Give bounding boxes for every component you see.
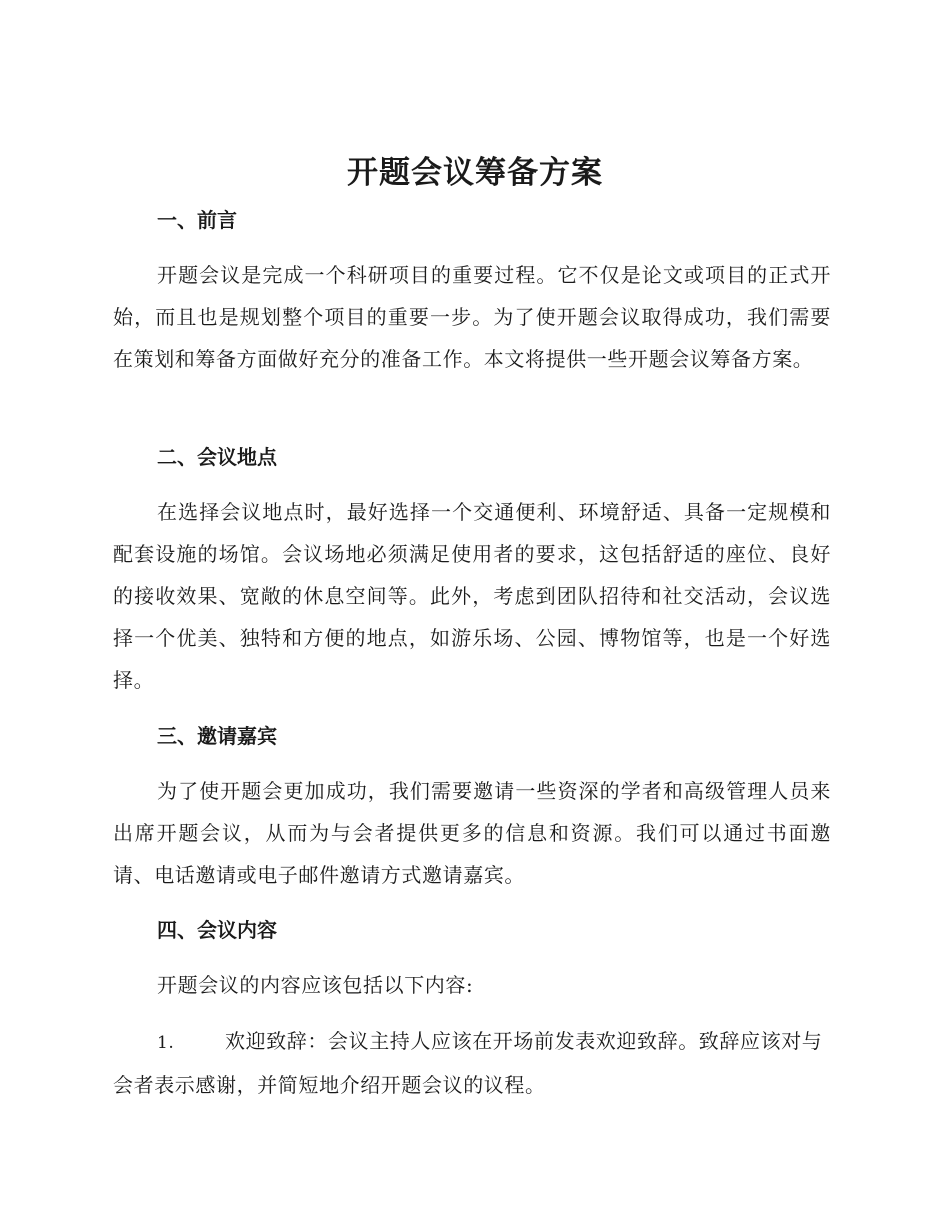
- list-item: [113, 1020, 831, 1106]
- section-heading-guests: 三、邀请嘉宾: [157, 724, 277, 748]
- section-heading-preface: 一、前言: [157, 208, 237, 232]
- paragraph-content-intro: 开题会议的内容应该包括以下内容:: [157, 973, 474, 997]
- paragraph-guests: 为了使开题会更加成功，我们需要邀请一些资深的学者和高级管理人员来出席开题会议，从而为与会者提供更多的信息和资源。我们可以通过书面邀请、电话邀请或电子邮件邀请方式邀请嘉宾。: [113, 779, 831, 887]
- list-item-number: 1.: [157, 1033, 175, 1053]
- section-heading-content: 四、会议内容: [157, 918, 277, 942]
- list-item-text: 欢迎致辞：会议主持人应该在开场前发表欢迎致辞。致辞应该对与会者表示感谢，并简短地介绍开题会议的议程。: [113, 1029, 823, 1097]
- document-title: 开题会议筹备方案: [347, 155, 603, 191]
- section-heading-venue: 二、会议地点: [157, 445, 277, 469]
- paragraph-venue: 在选择会议地点时，最好选择一个交通便利、环境舒适、具备一定规模和配套设施的场馆。会议场地必须满足使用者的要求，这包括舒适的座位、良好的接收效果、宽敞的休息空间等。此外，考虑到团队招待和社交活动，会议选择一个优美、独特和方便的地点，如游乐场、公园、博物馆等，也是一个好选择。: [113, 500, 831, 692]
- paragraph-preface: 开题会议是完成一个科研项目的重要过程。它不仅是论文或项目的正式开始，而且也是规划整个项目的重要一步。为了使开题会议取得成功，我们需要在策划和筹备方面做好充分的准备工作。本文将提供一些开题会议筹备方案。: [113, 263, 831, 371]
